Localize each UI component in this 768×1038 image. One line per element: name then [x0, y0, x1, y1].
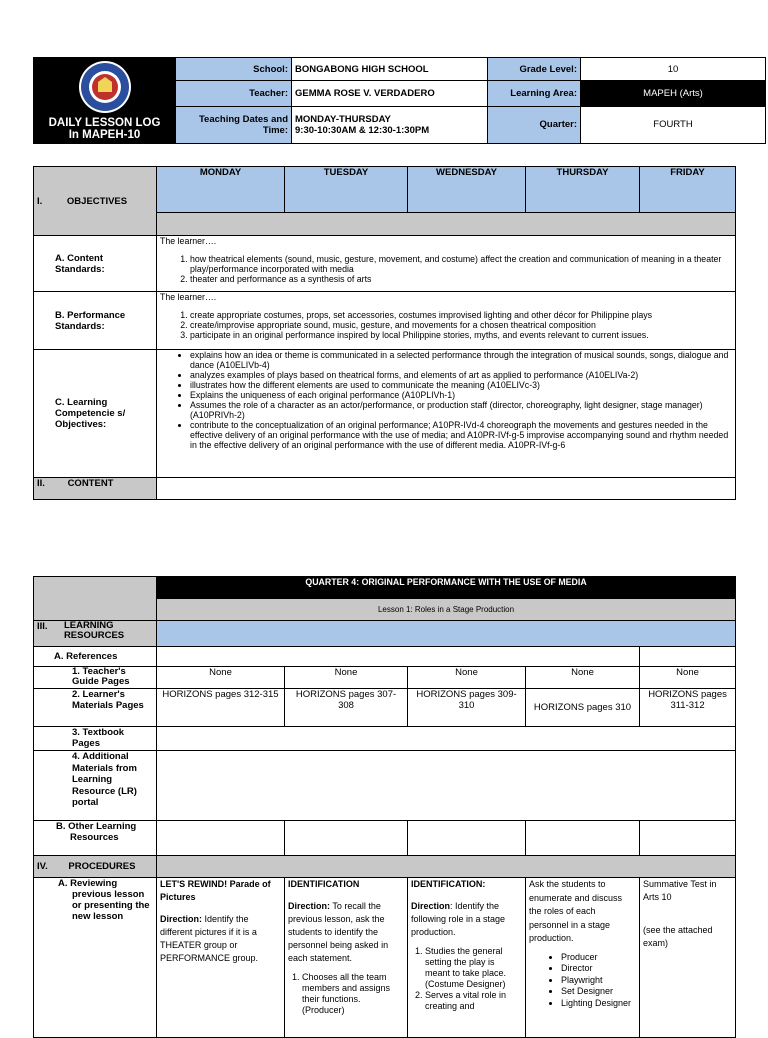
tg-label: 1. Teacher's Guide Pages — [34, 667, 157, 689]
school-label: School: — [176, 58, 292, 81]
tue-title: IDENTIFICATION — [288, 879, 360, 889]
dates-time: 9:30-10:30AM & 12:30-1:30PM — [295, 124, 430, 136]
teacher-value: GEMMA ROSE V. VERDADERO — [292, 81, 488, 106]
other-tue — [285, 821, 408, 856]
lm-fri: HORIZONS pages 311-312 — [640, 689, 736, 727]
other-label: B. Other Learning Resources — [34, 821, 157, 856]
lm-tue: HORIZONS pages 307-308 — [285, 689, 408, 727]
teacher-label: Teacher: — [176, 81, 292, 106]
deped-seal-icon — [78, 60, 132, 114]
header-logo-cell — [34, 58, 176, 144]
other-fri — [640, 821, 736, 856]
tg-thu: None — [526, 667, 640, 689]
thu-item: • Set Designer — [561, 986, 636, 998]
thu-item: • Producer — [561, 952, 636, 964]
area-value: MAPEH (Arts) — [581, 81, 766, 106]
performance-standards-cell — [157, 292, 736, 350]
content-row-text: CONTENT — [67, 478, 114, 489]
competency-item: • Assumes the role of a character as an actor/performance, or production staff (director, choreography, light designer, stage manager) (A10PRIVh-2) — [190, 400, 732, 420]
content-list — [160, 254, 732, 284]
day-monday: MONDAY — [157, 167, 285, 213]
references-cell-fri — [640, 647, 736, 667]
tg-wed: None — [408, 667, 526, 689]
fri-line1: Summative Test in Arts 10 — [643, 879, 717, 902]
other-wed — [408, 821, 526, 856]
mon-title: LET'S REWIND! Parade of Pictures — [160, 879, 271, 902]
tg-fri: None — [640, 667, 736, 689]
thu-item: • Playwright — [561, 975, 636, 987]
mon-dir-text: Identify the different pictures if it is a THEATER group or PERFORMANCE group. — [160, 914, 259, 963]
tue-dir-label: Direction: — [288, 901, 331, 911]
wed-item: 1. Studies the general setting the play is meant to take place. (Costume Designer) — [425, 946, 522, 990]
review-fri — [640, 878, 736, 1038]
thu-list — [529, 952, 636, 1010]
resources-heading — [34, 621, 157, 647]
resources-table — [33, 576, 736, 1038]
wed-dir-label: Direction — [411, 901, 451, 911]
tue-list — [288, 972, 404, 1016]
performance-item: 2. create/improvise appropriate sound, music, gesture, and movements for a chosen theatrical composition — [190, 320, 732, 330]
day-wednesday: WEDNESDAY — [408, 167, 526, 213]
content-standards-label — [34, 236, 157, 292]
tg-mon: None — [157, 667, 285, 689]
thu-item: • Director — [561, 963, 636, 975]
school-value: BONGABONG HIGH SCHOOL — [292, 58, 488, 81]
quarter-value: FOURTH — [581, 106, 766, 143]
mon-direction — [160, 913, 281, 965]
wed-list — [411, 946, 522, 1012]
dates-days: MONDAY-THURSDAY — [295, 113, 391, 125]
am-label: 4. Additional Materials from Learning Resource (LR) portal — [34, 751, 157, 821]
dates-value — [292, 106, 488, 143]
objectives-gray-band — [157, 213, 736, 236]
wed-item: 2. Serves a vital role in creating and — [425, 990, 522, 1012]
tb-label: 3. Textbook Pages — [34, 727, 157, 751]
references-label: A. References — [34, 647, 157, 667]
objectives-table — [33, 166, 736, 500]
content-row-label — [34, 478, 157, 500]
procedures-band — [157, 856, 736, 878]
lm-wed: HORIZONS pages 309-310 — [408, 689, 526, 727]
resources-num: III. — [37, 621, 48, 632]
content-standards-cell — [157, 236, 736, 292]
tg-tue: None — [285, 667, 408, 689]
competency-item: • illustrates how the different elements are used to communicate the meaning (A10ELIVc-3) — [190, 380, 732, 390]
performance-standards-label — [34, 292, 157, 350]
review-thu — [526, 878, 640, 1038]
am-cell — [157, 751, 736, 821]
review-mon — [157, 878, 285, 1038]
thu-item: • Lighting Designer — [561, 998, 636, 1010]
review-tue — [285, 878, 408, 1038]
wed-dir-text: : Identify the following role in a stage production. — [411, 901, 506, 937]
thu-text: Ask the students to enumerate and discuss the roles of each personnel in a stage production. — [529, 879, 623, 943]
competency-item: • explains how an idea or theme is communicated in a selected performance through the integration of musical sounds, songs, dialogue and dance (A10ELIVb-4) — [190, 350, 732, 370]
tb-cell — [157, 727, 736, 751]
lm-thu: HORIZONS pages 310 — [526, 689, 640, 727]
fri-line2: (see the attached exam) — [643, 925, 713, 948]
objectives-num: I. — [37, 195, 43, 207]
lm-mon: HORIZONS pages 312-315 — [157, 689, 285, 727]
log-subtitle: In MAPEH-10 — [68, 129, 141, 141]
grade-value: 10 — [581, 58, 766, 81]
lm-label: 2. Learner's Materials Pages — [34, 689, 157, 727]
competencies-label — [34, 350, 157, 478]
objectives-heading — [34, 167, 157, 236]
performance-list — [160, 310, 732, 340]
competency-item: • Explains the uniqueness of each original performance (A10PLIVh-1) — [190, 390, 732, 400]
procedures-num: IV. — [37, 861, 48, 872]
review-wed — [408, 878, 526, 1038]
references-cell — [157, 647, 640, 667]
quarter-title: QUARTER 4: ORIGINAL PERFORMANCE WITH THE USE OF MEDIA — [157, 577, 736, 599]
grade-label: Grade Level: — [488, 58, 581, 81]
day-tuesday: TUESDAY — [285, 167, 408, 213]
wed-title: IDENTIFICATION: — [411, 879, 486, 889]
performance-item: 3. participate in an original performance inspired by local Philippine stories, myths, and events relevant to current issues. — [190, 330, 732, 340]
review-label: A. Reviewing previous lesson or presenting the new lesson — [34, 878, 157, 1038]
content-intro: The learner…. — [160, 236, 217, 246]
lesson-title: Lesson 1: Roles in a Stage Production — [157, 599, 736, 621]
quarter-label: Quarter: — [488, 106, 581, 143]
competencies-list — [160, 350, 732, 450]
dates-label: Teaching Dates and Time: — [176, 106, 292, 143]
mon-dir-label: Direction: — [160, 914, 203, 924]
wed-direction — [411, 900, 522, 939]
content-item: 1. how theatrical elements (sound, music, gesture, movement, and costume) affect the creation and communication of meaning in a theater play/performance incorporated with media — [190, 254, 732, 274]
content-row-num: II. — [37, 478, 45, 489]
resources-label: LEARNING RESOURCES — [63, 620, 125, 641]
procedures-label: PROCEDURES — [68, 861, 136, 872]
day-thursday: THURSDAY — [526, 167, 640, 213]
procedures-heading — [34, 856, 157, 878]
header-table — [33, 57, 766, 144]
tue-direction — [288, 900, 404, 965]
resources-band — [157, 621, 736, 647]
log-title: DAILY LESSON LOG — [48, 117, 161, 129]
day-friday: FRIDAY — [640, 167, 736, 213]
resources-corner — [34, 577, 157, 621]
objectives-label: OBJECTIVES — [66, 195, 128, 207]
other-mon — [157, 821, 285, 856]
performance-standards-text: B. Performance Standards: — [55, 309, 126, 332]
performance-item: 1. create appropriate costumes, props, set accessories, costumes improvised lighting and other décor for Philippine plays — [190, 310, 732, 320]
competencies-text: C. Learning Competencie s/ Objectives: — [55, 397, 126, 430]
content-standards-text: A. Content Standards: — [55, 252, 105, 275]
tue-item: 1. Chooses all the team members and assigns their functions. (Producer) — [302, 972, 404, 1016]
content-row-cell — [157, 478, 736, 500]
area-label: Learning Area: — [488, 81, 581, 106]
content-item: 2. theater and performance as a synthesis of arts — [190, 274, 732, 284]
tue-dir-text: To recall the previous lesson, ask the students to identify the personnel being asked in each statement. — [288, 901, 389, 963]
performance-intro: The learner…. — [160, 292, 217, 302]
competencies-cell — [157, 350, 736, 478]
competency-item: • contribute to the conceptualization of an original performance; A10PR-IVd-4 choreograph the movements and gestures needed in the effective delivery of an original performance with the use of media; and A10PR-IVf-g-5 improvise accompanying sound and rhythm needed in the effective delivery of an original performance with the use of different media. A10PR-IVf-g-6 — [190, 420, 732, 450]
other-thu — [526, 821, 640, 856]
competency-item: • analyzes examples of plays based on theatrical forms, and elements of art as applied to performance (A10ELIVa-2) — [190, 370, 732, 380]
